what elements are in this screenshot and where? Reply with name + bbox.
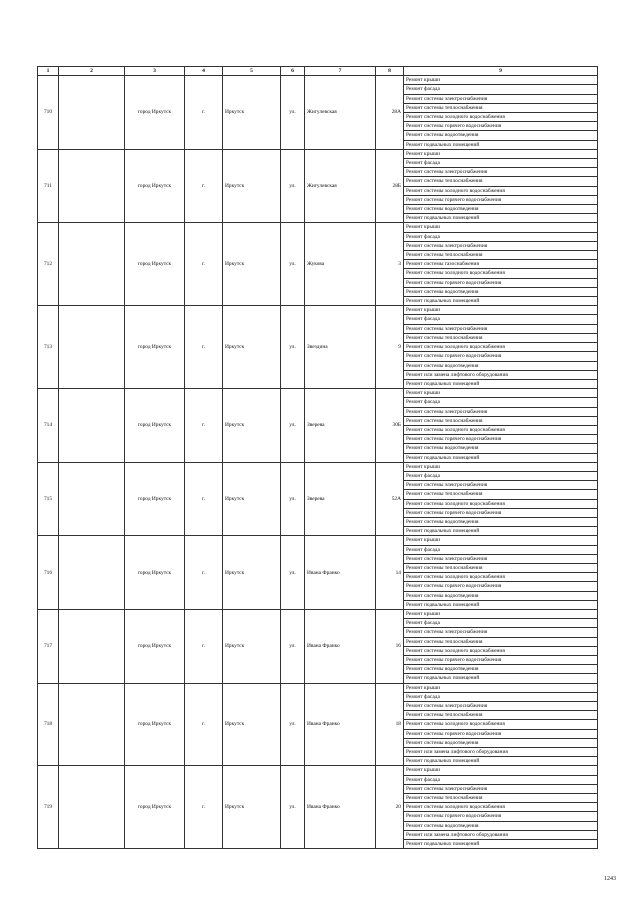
house-number: 20: [376, 766, 404, 849]
settlement-name: Иркутск: [223, 306, 281, 389]
settlement-type: г.: [185, 223, 223, 306]
work-item: Ремонт крыши: [404, 306, 598, 315]
work-item: Ремонт системы водоотведения: [404, 205, 598, 214]
work-item: Ремонт системы горячего водоснабжения: [404, 582, 598, 591]
work-item: Ремонт системы холодного водоснабжения: [404, 803, 598, 812]
work-item: Ремонт крыши: [404, 536, 598, 545]
work-item: Ремонт фасада: [404, 159, 598, 168]
table-row: [38, 389, 598, 398]
work-item: Ремонт системы холодного водоснабжения: [404, 269, 598, 278]
work-item: Ремонт системы теплоснабжения: [404, 563, 598, 572]
work-item: Ремонт системы электроснабжения: [404, 702, 598, 711]
work-item: Ремонт системы водоотведения: [404, 665, 598, 674]
settlement-name: Иркутск: [223, 223, 281, 306]
work-item: Ремонт подвальных помещений: [404, 757, 598, 766]
work-item: Ремонт крыши: [404, 223, 598, 232]
empty-cell: [59, 609, 125, 683]
house-number: 9: [376, 306, 404, 389]
work-item: Ремонт фасада: [404, 692, 598, 701]
row-number: 714: [38, 389, 59, 463]
work-item: Ремонт крыши: [404, 609, 598, 618]
work-item: Ремонт или замена лифтового оборудования: [404, 370, 598, 379]
work-item: Ремонт системы холодного водоснабжения: [404, 425, 598, 434]
street-name: Жигулевская: [305, 76, 376, 150]
work-item: Ремонт фасада: [404, 232, 598, 241]
work-item: Ремонт системы теплоснабжения: [404, 103, 598, 112]
col-header-4: 4: [185, 67, 223, 76]
col-header-9: 9: [404, 67, 598, 76]
empty-cell: [59, 149, 125, 223]
work-item: Ремонт крыши: [404, 462, 598, 471]
work-item: Ремонт системы электроснабжения: [404, 784, 598, 793]
work-item: Ремонт крыши: [404, 389, 598, 398]
work-item: Ремонт системы холодного водоснабжения: [404, 720, 598, 729]
work-item: Ремонт системы теплоснабжения: [404, 416, 598, 425]
house-number: 16: [376, 609, 404, 683]
work-item: Ремонт фасада: [404, 315, 598, 324]
row-number: 710: [38, 76, 59, 150]
work-item: Ремонт системы горячего водоснабжения: [404, 122, 598, 131]
work-item: Ремонт системы холодного водоснабжения: [404, 499, 598, 508]
work-item: Ремонт системы электроснабжения: [404, 481, 598, 490]
work-item: Ремонт системы водоотведения: [404, 738, 598, 747]
municipality: город Иркутск: [125, 609, 185, 683]
row-number: 713: [38, 306, 59, 389]
street-name: Звездина: [305, 306, 376, 389]
work-item: Ремонт системы холодного водоснабжения: [404, 186, 598, 195]
municipality: город Иркутск: [125, 306, 185, 389]
street-name: Ивана Франко: [305, 536, 376, 610]
settlement-type: г.: [185, 462, 223, 536]
work-item: Ремонт фасада: [404, 398, 598, 407]
work-item: Ремонт фасада: [404, 471, 598, 480]
row-number: 715: [38, 462, 59, 536]
work-item: Ремонт системы горячего водоснабжения: [404, 435, 598, 444]
empty-cell: [59, 766, 125, 849]
table-row: [38, 683, 598, 692]
work-item: Ремонт подвальных помещений: [404, 379, 598, 388]
empty-cell: [59, 536, 125, 610]
work-item: Ремонт системы горячего водоснабжения: [404, 656, 598, 665]
street-name: Зверева: [305, 389, 376, 463]
work-item: Ремонт системы водоотведения: [404, 591, 598, 600]
street-name: Жигулевская: [305, 149, 376, 223]
table-row: [38, 609, 598, 618]
work-item: Ремонт крыши: [404, 76, 598, 85]
work-item: Ремонт или замена лифтового оборудования: [404, 748, 598, 757]
settlement-name: Иркутск: [223, 766, 281, 849]
street-type: ул.: [281, 609, 305, 683]
work-item: Ремонт системы теплоснабжения: [404, 637, 598, 646]
register-table: [37, 66, 598, 849]
work-item: Ремонт системы водоотведения: [404, 287, 598, 296]
street-name: Зверева: [305, 462, 376, 536]
municipality: город Иркутск: [125, 536, 185, 610]
municipality: город Иркутск: [125, 683, 185, 766]
work-item: Ремонт фасада: [404, 619, 598, 628]
work-item: Ремонт системы теплоснабжения: [404, 490, 598, 499]
col-header-2: 2: [59, 67, 125, 76]
work-item: Ремонт системы холодного водоснабжения: [404, 343, 598, 352]
work-item: Ремонт подвальных помещений: [404, 840, 598, 849]
empty-cell: [59, 223, 125, 306]
street-type: ул.: [281, 389, 305, 463]
work-item: Ремонт подвальных помещений: [404, 674, 598, 683]
page-number: 1243: [604, 876, 616, 882]
col-header-3: 3: [125, 67, 185, 76]
work-item: Ремонт системы теплоснабжения: [404, 711, 598, 720]
settlement-name: Иркутск: [223, 683, 281, 766]
col-header-7: 7: [305, 67, 376, 76]
empty-cell: [59, 389, 125, 463]
work-item: Ремонт системы электроснабжения: [404, 554, 598, 563]
settlement-name: Иркутск: [223, 462, 281, 536]
street-name: Ивана Франко: [305, 609, 376, 683]
house-number: 28Б: [376, 149, 404, 223]
work-item: Ремонт системы теплоснабжения: [404, 177, 598, 186]
work-item: Ремонт системы горячего водоснабжения: [404, 278, 598, 287]
street-type: ул.: [281, 306, 305, 389]
house-number: 28А: [376, 76, 404, 150]
row-number: 718: [38, 683, 59, 766]
settlement-type: г.: [185, 76, 223, 150]
settlement-name: Иркутск: [223, 536, 281, 610]
work-item: Ремонт системы водоотведения: [404, 361, 598, 370]
street-type: ул.: [281, 536, 305, 610]
work-item: Ремонт системы газоснабжения: [404, 260, 598, 269]
municipality: город Иркутск: [125, 462, 185, 536]
settlement-type: г.: [185, 766, 223, 849]
table-row: [38, 306, 598, 315]
work-item: Ремонт или замена лифтового оборудования: [404, 830, 598, 839]
work-item: Ремонт подвальных помещений: [404, 453, 598, 462]
row-number: 712: [38, 223, 59, 306]
work-item: Ремонт системы горячего водоснабжения: [404, 195, 598, 204]
house-number: 18: [376, 683, 404, 766]
table-row: [38, 766, 598, 775]
table-row: [38, 76, 598, 85]
work-item: Ремонт крыши: [404, 766, 598, 775]
work-item: Ремонт системы водоотведения: [404, 517, 598, 526]
municipality: город Иркутск: [125, 149, 185, 223]
work-item: Ремонт системы горячего водоснабжения: [404, 729, 598, 738]
settlement-type: г.: [185, 536, 223, 610]
settlement-name: Иркутск: [223, 149, 281, 223]
work-item: Ремонт системы холодного водоснабжения: [404, 113, 598, 122]
work-item: Ремонт системы электроснабжения: [404, 241, 598, 250]
work-item: Ремонт системы электроснабжения: [404, 94, 598, 103]
street-name: Ивана Франко: [305, 766, 376, 849]
work-item: Ремонт фасада: [404, 775, 598, 784]
work-item: Ремонт системы холодного водоснабжения: [404, 573, 598, 582]
work-item: Ремонт системы горячего водоснабжения: [404, 812, 598, 821]
work-item: Ремонт системы водоотведения: [404, 131, 598, 140]
work-item: Ремонт системы горячего водоснабжения: [404, 352, 598, 361]
row-number: 719: [38, 766, 59, 849]
work-item: Ремонт системы горячего водоснабжения: [404, 508, 598, 517]
work-item: Ремонт подвальных помещений: [404, 297, 598, 306]
work-item: Ремонт подвальных помещений: [404, 600, 598, 609]
empty-cell: [59, 306, 125, 389]
table-row: [38, 223, 598, 232]
row-number: 717: [38, 609, 59, 683]
work-item: Ремонт системы электроснабжения: [404, 407, 598, 416]
work-item: Ремонт подвальных помещений: [404, 214, 598, 223]
municipality: город Иркутск: [125, 76, 185, 150]
empty-cell: [59, 683, 125, 766]
settlement-type: г.: [185, 683, 223, 766]
work-item: Ремонт системы электроснабжения: [404, 168, 598, 177]
street-type: ул.: [281, 766, 305, 849]
work-item: Ремонт системы водоотведения: [404, 821, 598, 830]
settlement-name: Иркутск: [223, 76, 281, 150]
work-item: Ремонт системы электроснабжения: [404, 628, 598, 637]
header-row: [38, 67, 598, 76]
work-item: Ремонт фасада: [404, 545, 598, 554]
settlement-type: г.: [185, 389, 223, 463]
empty-cell: [59, 76, 125, 150]
work-item: Ремонт подвальных помещений: [404, 140, 598, 149]
municipality: город Иркутск: [125, 389, 185, 463]
settlement-name: Иркутск: [223, 609, 281, 683]
work-item: Ремонт системы теплоснабжения: [404, 251, 598, 260]
municipality: город Иркутск: [125, 223, 185, 306]
street-type: ул.: [281, 76, 305, 150]
table-row: [38, 462, 598, 471]
col-header-8: 8: [376, 67, 404, 76]
house-number: 14: [376, 536, 404, 610]
work-item: Ремонт системы теплоснабжения: [404, 794, 598, 803]
work-item: Ремонт крыши: [404, 149, 598, 158]
house-number: 52А: [376, 462, 404, 536]
row-number: 716: [38, 536, 59, 610]
table-row: [38, 536, 598, 545]
col-header-5: 5: [223, 67, 281, 76]
empty-cell: [59, 462, 125, 536]
work-item: Ремонт системы водоотведения: [404, 444, 598, 453]
col-header-1: 1: [38, 67, 59, 76]
street-name: Жукова: [305, 223, 376, 306]
work-item: Ремонт системы теплоснабжения: [404, 333, 598, 342]
settlement-type: г.: [185, 306, 223, 389]
house-number: 3: [376, 223, 404, 306]
table-row: [38, 149, 598, 158]
municipality: город Иркутск: [125, 766, 185, 849]
house-number: 30Б: [376, 389, 404, 463]
row-number: 711: [38, 149, 59, 223]
street-name: Ивана Франко: [305, 683, 376, 766]
street-type: ул.: [281, 683, 305, 766]
work-item: Ремонт крыши: [404, 683, 598, 692]
street-type: ул.: [281, 149, 305, 223]
work-item: Ремонт системы электроснабжения: [404, 324, 598, 333]
col-header-6: 6: [281, 67, 305, 76]
settlement-type: г.: [185, 609, 223, 683]
work-item: Ремонт подвальных помещений: [404, 527, 598, 536]
settlement-name: Иркутск: [223, 389, 281, 463]
settlement-type: г.: [185, 149, 223, 223]
work-item: Ремонт системы холодного водоснабжения: [404, 646, 598, 655]
street-type: ул.: [281, 223, 305, 306]
work-item: Ремонт фасада: [404, 85, 598, 94]
street-type: ул.: [281, 462, 305, 536]
